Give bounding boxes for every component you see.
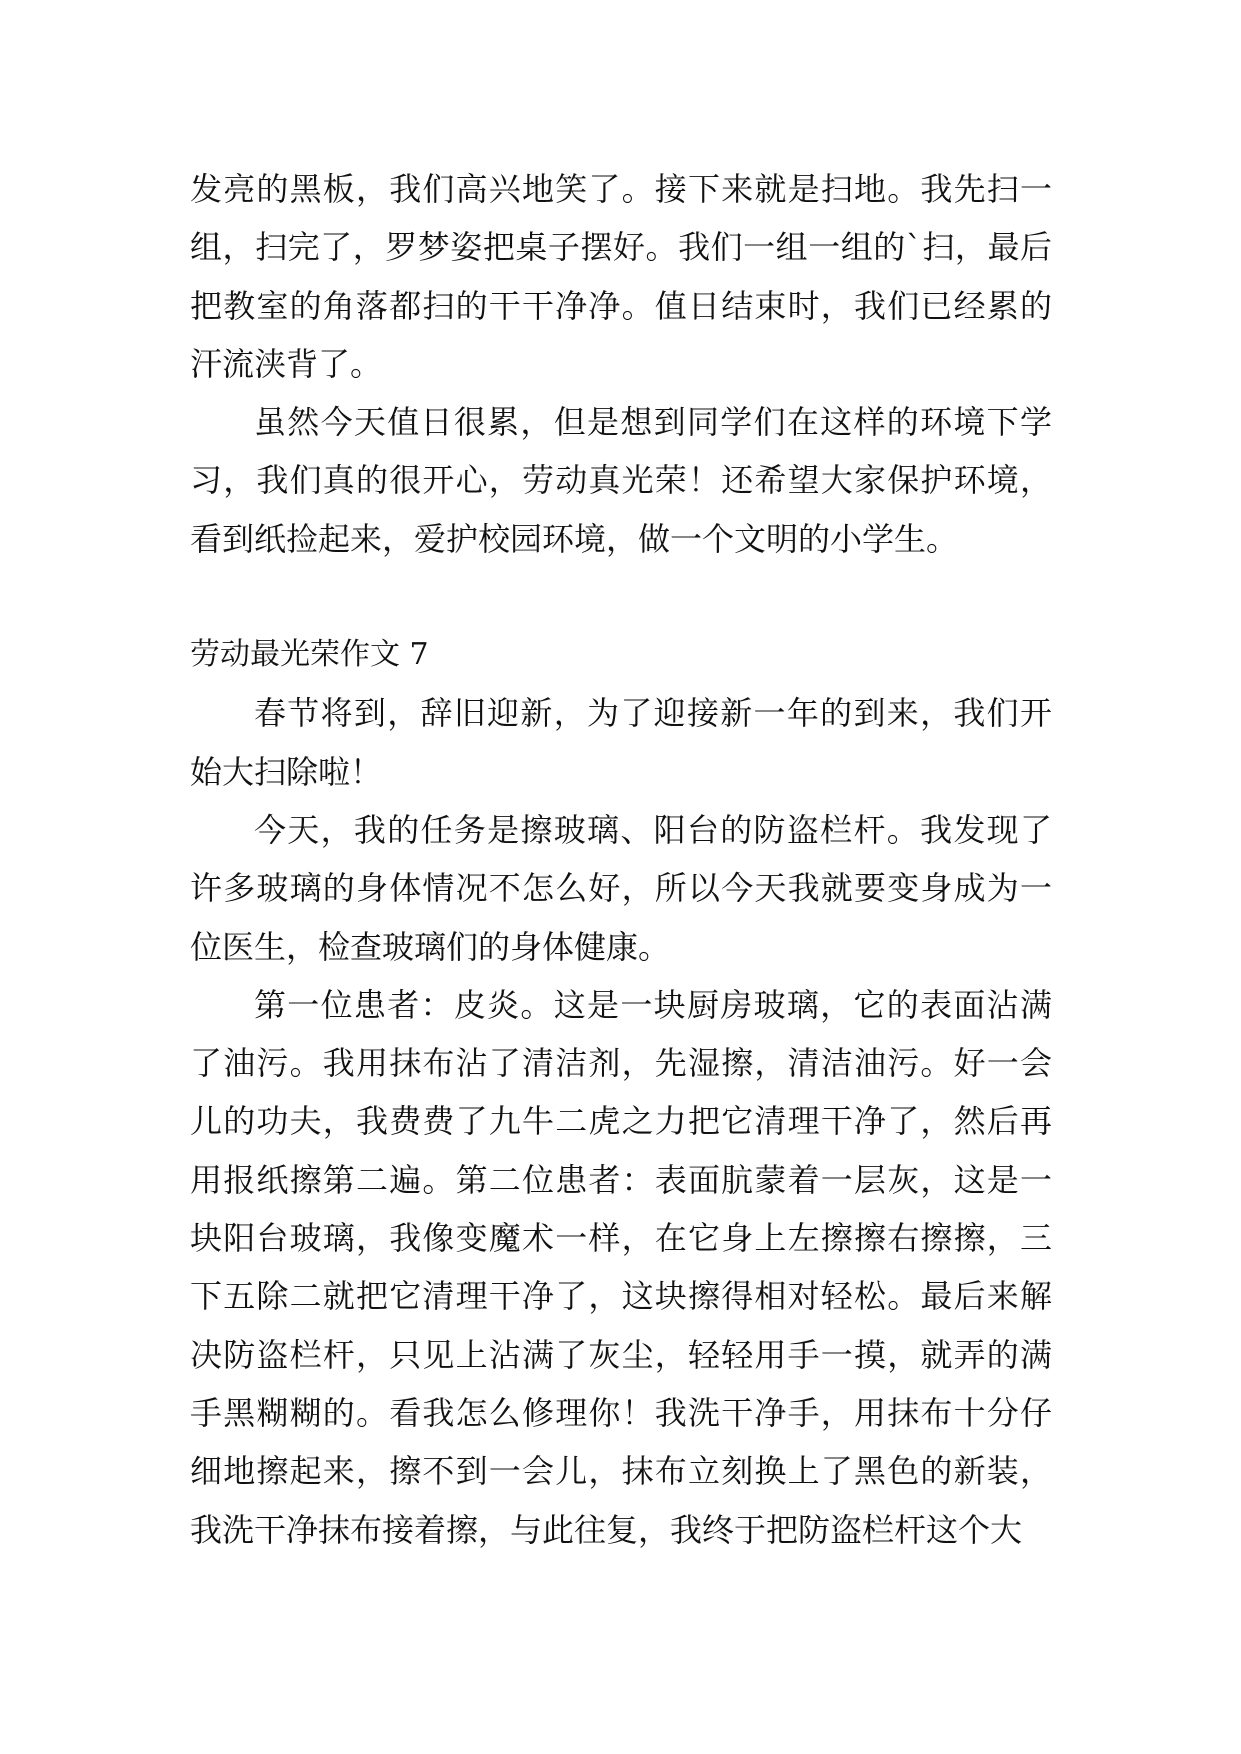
paragraph-continued: 发亮的黑板，我们高兴地笑了。接下来就是扫地。我先扫一组，扫完了，罗梦姿把桌子摆好。我们一组一组的`扫，最后把教室的角落都扫的干干净净。值日结束时，我们已经累的汗流浃背了。	[190, 170, 1052, 383]
paragraph-closing: 虽然今天值日很累，但是想到同学们在这样的环境下学习，我们真的很开心，劳动真光荣！还希望大家保护环境，看到纸捡起来，爱护校园环境，做一个文明的小学生。	[190, 403, 1052, 558]
essay-title: 劳动最光荣作文 7	[190, 637, 429, 673]
paragraph-intro: 春节将到，辞旧迎新，为了迎接新一年的到来，我们开始大扫除啦！	[190, 694, 1052, 791]
document-body	[190, 160, 1052, 1559]
paragraph-task: 今天，我的任务是擦玻璃、阳台的防盗栏杆。我发现了许多玻璃的身体情况不怎么好，所以今天我就要变身成为一位医生，检查玻璃们的身体健康。	[190, 810, 1052, 966]
paragraph-patients: 第一位患者：皮炎。这是一块厨房玻璃，它的表面沾满了油污。我用抹布沾了清洁剂，先湿擦，清洁油污。好一会儿的功夫，我费费了九牛二虎之力把它清理干净了，然后再用报纸擦第二遍。第二位患者：表面肮蒙着一层灰，这是一块阳台玻璃，我像变魔术一样，在它身上左擦擦右擦擦，三下五除二就把它清理干净了，这块擦得相对轻松。最后来解决防盗栏杆，只见上沾满了灰尘，轻轻用手一摸，就弄的满手黑糊糊的。看我怎么修理你！我洗干净手，用抹布十分仔细地擦起来，擦不到一会儿，抹布立刻换上了黑色的新装，我洗干净抹布接着擦，与此往复，我终于把防盗栏杆这个大	[190, 985, 1052, 1549]
